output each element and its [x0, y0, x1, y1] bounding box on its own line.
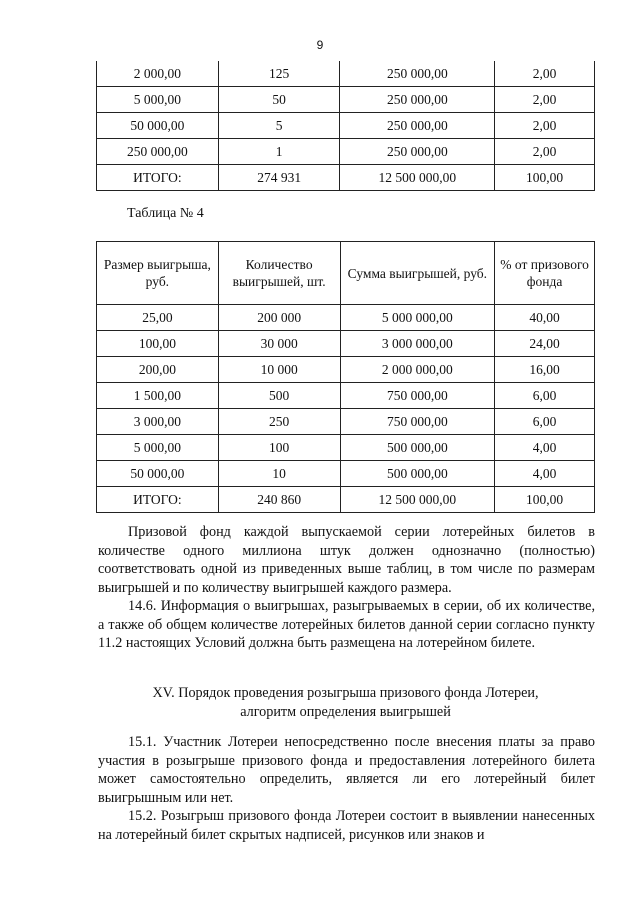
table-cell: 750 000,00 — [340, 409, 495, 435]
table-cell: 50 000,00 — [97, 461, 219, 487]
table-cell: 5 000 000,00 — [340, 305, 495, 331]
table-cell: 2,00 — [495, 139, 595, 165]
table-cell: 10 — [218, 461, 340, 487]
section-xv-title — [96, 684, 595, 721]
table-cell: 6,00 — [495, 409, 595, 435]
table-cell: 12 500 000,00 — [340, 487, 495, 513]
table-row — [97, 409, 595, 435]
table-row — [97, 383, 595, 409]
table-row — [97, 331, 595, 357]
section-title-line-1: XV. Порядок проведения розыгрыша призового фонда Лотереи, — [152, 685, 539, 701]
table-cell: 12 500 000,00 — [340, 165, 495, 191]
table-cell: 2,00 — [495, 61, 595, 87]
prize-table-4 — [96, 241, 595, 513]
page-number: 9 — [316, 38, 324, 52]
table-cell: 5 — [218, 113, 340, 139]
table-cell: 1 500,00 — [97, 383, 219, 409]
table-cell: 100,00 — [495, 165, 595, 191]
table-cell: 10 000 — [218, 357, 340, 383]
table-cell: 5 000,00 — [97, 87, 219, 113]
table-cell: 2 000 000,00 — [340, 357, 495, 383]
paragraph-15-2: 15.2. Розыгрыш призового фонда Лотереи состоит в выявлении нанесенных на лотерейный билет скрытых надписей, рисунков или знаков и — [98, 808, 595, 843]
table-cell: 200 000 — [218, 305, 340, 331]
table-cell: 100 — [218, 435, 340, 461]
table-cell: 6,00 — [495, 383, 595, 409]
table-4-caption: Таблица № 4 — [127, 206, 204, 221]
table-header-row — [97, 242, 595, 305]
table-cell: 2,00 — [495, 113, 595, 139]
table-row — [97, 435, 595, 461]
table-cell: 250 000,00 — [340, 139, 495, 165]
table-cell: 250 000,00 — [340, 61, 495, 87]
section-title-line-2: алгоритм определения выигрышей — [240, 703, 451, 720]
table-cell: 250 000,00 — [340, 87, 495, 113]
table-cell: 500 000,00 — [340, 435, 495, 461]
table-row — [97, 357, 595, 383]
table-cell: 25,00 — [97, 305, 219, 331]
table-cell: 750 000,00 — [340, 383, 495, 409]
table-row — [97, 87, 595, 113]
table-cell: 40,00 — [495, 305, 595, 331]
table-row — [97, 61, 595, 87]
table-cell: 500 000,00 — [340, 461, 495, 487]
table-cell: ИТОГО: — [97, 487, 219, 513]
table-cell: 125 — [218, 61, 340, 87]
table-row — [97, 139, 595, 165]
table-cell: 4,00 — [495, 461, 595, 487]
table-cell: 3 000,00 — [97, 409, 219, 435]
table-cell: 100,00 — [97, 331, 219, 357]
table-cell: 5 000,00 — [97, 435, 219, 461]
table-cell: 16,00 — [495, 357, 595, 383]
table-cell: 2 000,00 — [97, 61, 219, 87]
table-cell: 250 — [218, 409, 340, 435]
table-cell: 100,00 — [495, 487, 595, 513]
table-cell: 250 000,00 — [340, 113, 495, 139]
table-cell: 4,00 — [495, 435, 595, 461]
prize-fund-paragraph: Призовой фонд каждой выпускаемой серии лотерейных билетов в количестве одного миллиона штук должен однозначно (полностью) соответствовать одной из приведенных выше таблиц, в том числе по размерам выигрышей и по количеству выигрышей каждого размера. — [98, 524, 595, 596]
header-cell-fund-percent: % от призового фонда — [495, 242, 595, 305]
table-row — [97, 113, 595, 139]
table-cell: 3 000 000,00 — [340, 331, 495, 357]
table-cell: 250 000,00 — [97, 139, 219, 165]
paragraph-14-6: 14.6. Информация о выигрышах, разыгрываемых в серии, об их количестве, а также об общем количестве лотерейных билетов данной серии согласно пункту 11.2 настоящих Условий должна быть размещена на лотерейном билете. — [98, 598, 595, 651]
header-cell-prize-count: Количество выигрышей, шт. — [218, 242, 340, 305]
table-cell: 30 000 — [218, 331, 340, 357]
table-cell: 240 860 — [218, 487, 340, 513]
paragraph-15-1: 15.1. Участник Лотереи непосредственно после внесения платы за право участия в розыгрыше призового фонда и предоставления лотерейного билета может самостоятельно определить, является ли его лотерейный билет выигрышным или нет. — [98, 734, 595, 806]
table-cell: 1 — [218, 139, 340, 165]
table-cell: 50 000,00 — [97, 113, 219, 139]
table-cell: 50 — [218, 87, 340, 113]
table-row — [97, 487, 595, 513]
header-cell-prize-sum: Сумма выигрышей, руб. — [340, 242, 495, 305]
table-cell: 2,00 — [495, 87, 595, 113]
table-cell: 200,00 — [97, 357, 219, 383]
header-cell-prize-size: Размер выигрыша, руб. — [97, 242, 219, 305]
table-cell: 500 — [218, 383, 340, 409]
table-row — [97, 461, 595, 487]
table-row — [97, 305, 595, 331]
table-row — [97, 165, 595, 191]
table-cell: 24,00 — [495, 331, 595, 357]
table-cell: ИТОГО: — [97, 165, 219, 191]
prize-table-continued — [96, 61, 595, 191]
table-cell: 274 931 — [218, 165, 340, 191]
